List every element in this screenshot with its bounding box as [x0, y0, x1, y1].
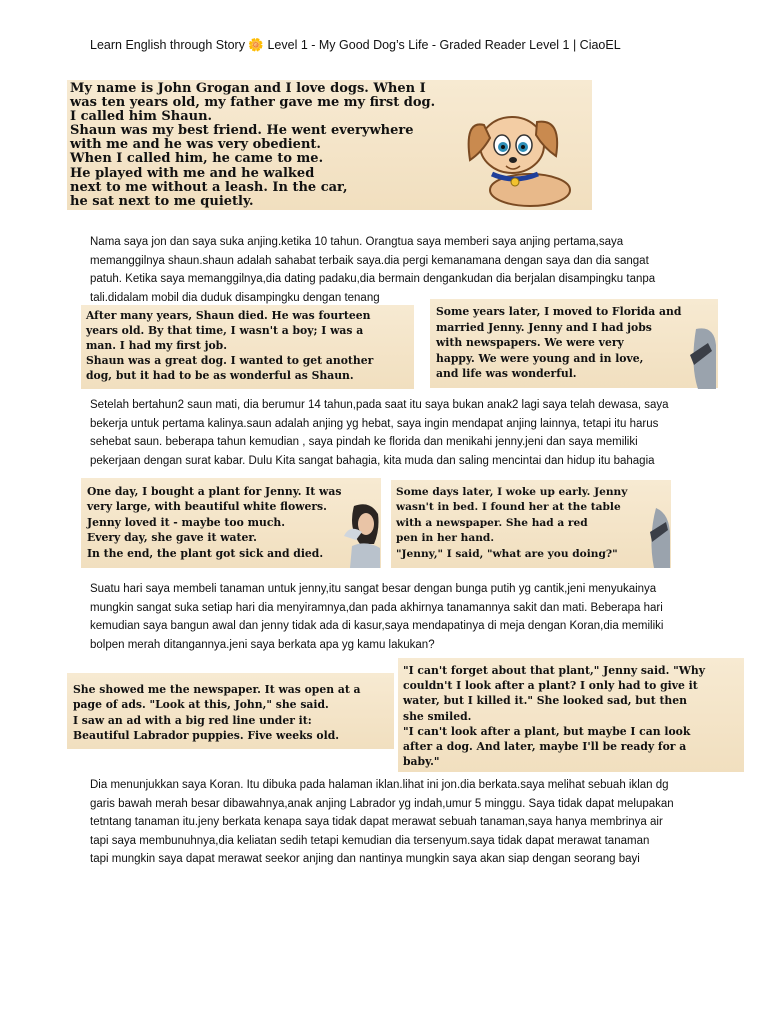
paragraph-line: kemudian saya bangun awal dan jenny tidak ada di kasur,saya mendapatinya di meja dengan Koran,dia memiliki [90, 620, 664, 632]
panel-line: After many years, Shaun died. He was fourteen [86, 309, 371, 322]
panel-line: "I can't forget about that plant," Jenny said. "Why [403, 664, 705, 677]
story-panel-2 [81, 305, 414, 389]
panel-line: "I can't look after a plant, but maybe I can look [403, 724, 691, 738]
translation-paragraph-4 [90, 776, 674, 869]
panel-line: man. I had my first job. [86, 339, 227, 352]
story-panel-7 [398, 658, 744, 772]
panel-line: "Jenny," I said, "what are you doing?" [396, 547, 618, 560]
panel-line: One day, I bought a plant for Jenny. It was [87, 485, 342, 498]
paragraph-line: sehebat saun. beberapa tahun kemudian , saya pindah ke florida dan menikahi jenny.jeni dan saya memiliki [90, 436, 638, 448]
paragraph-line: pekerjaan dengan surat kabar. Dulu Kita sangat bahagia, kita muda dan saling mencintai dan hidup itu bahagia [90, 454, 655, 467]
panel-line: Every day, she gave it water. [87, 531, 257, 545]
panel-line: When I called him, he came to me. [70, 151, 324, 167]
panel-line: dog, but it had to be as wonderful as Shaun. [86, 369, 354, 382]
panel-line: water, but I killed it." She looked sad, but then [403, 694, 687, 708]
panel-line: happy. We were young and in love, [436, 351, 644, 365]
story-panel-6 [67, 673, 394, 749]
story-panel-5 [391, 480, 671, 568]
panel-line: pen in her hand. [396, 532, 495, 545]
panel-line: In the end, the plant got sick and died. [87, 546, 324, 560]
panel-line: she smiled. [403, 709, 472, 723]
panel-line: next to me without a leash. In the car, [70, 179, 348, 195]
panel-line: with me and he was very obedient. [70, 137, 321, 153]
panel-line: Beautiful Labrador puppies. Five weeks old. [73, 729, 339, 743]
paragraph-line: patuh. Ketika saya memanggilnya,dia dating padaku,dia bermain dengankudan dia berjalan disampingku tanpa [90, 273, 656, 285]
panel-line: He played with me and he walked [70, 165, 315, 181]
paragraph-line: mungkin sangat suka setiap hari dia menyiramnya,dan pada akhirnya tanamannya sakit dan mati. Beberapa hari [90, 601, 663, 614]
panel-line: after a dog. And later, maybe I'll be ready for a [403, 740, 687, 754]
panel-line: Shaun was my best friend. He went everywhere [70, 123, 414, 139]
panel-line: years old. By that time, I wasn't a boy; I was a [86, 324, 364, 337]
woman-illustration [340, 500, 381, 568]
panel-line: Some days later, I woke up early. Jenny [396, 486, 628, 498]
story-panel-4 [81, 478, 381, 568]
panel-line: and life was wonderful. [436, 367, 577, 380]
paragraph-line: garis bawah merah besar dibawahnya,anak anjing Labrador yg indah,umur 5 minggu. Saya tidak dapat melupakan [90, 797, 674, 810]
paragraph-line: Dia menunjukkan saya Koran. Itu dibuka pada halaman iklan.lihat ini jon.dia berkata.saya melihat sebuah iklan dg [90, 779, 669, 791]
panel-line: very large, with beautiful white flowers. [87, 500, 327, 514]
panel-line: My name is John Grogan and I love dogs. When I [70, 81, 426, 96]
panel-line: with newspapers. We were very [436, 336, 624, 349]
paragraph-line: Nama saya jon dan saya suka anjing.ketika 10 tahun. Orangtua saya memberi saya anjing pertama,saya [90, 236, 624, 248]
dog-illustration [452, 90, 582, 210]
panel-line: I saw an ad with a big red line under it: [73, 713, 312, 727]
paragraph-line: Setelah bertahun2 saun mati, dia berumur 14 tahun,pada saat itu saya bukan anak2 lagi saya telah dewasa, saya [90, 399, 669, 411]
panel-line: Some years later, I moved to Florida and [436, 305, 682, 318]
paragraph-line: memanggilnya shaun.shaun adalah sahabat terbaik saya.dia pergi kemanamana dengan saya dan dia sangat [90, 254, 649, 267]
panel-line: with a newspaper. She had a red [396, 516, 588, 529]
panel-line: couldn't I look after a plant? I only had to give it [403, 679, 698, 693]
translation-paragraph-3 [90, 580, 663, 654]
panel-line: I called him Shaun. [70, 109, 213, 125]
story-panel-3 [430, 299, 718, 388]
paragraph-line: tali.didalam mobil dia duduk disampingku dengan tenang [90, 291, 380, 304]
panel-line: Shaun was a great dog. I wanted to get another [86, 354, 374, 367]
document-title: Learn English through Story 🌼 Level 1 - My Good Dog’s Life - Graded Reader Level 1 | CiaoEL [90, 38, 621, 52]
figure-illustration [648, 508, 671, 568]
translation-paragraph-1 [90, 233, 655, 307]
figure-illustration [686, 325, 718, 389]
panel-line: Jenny loved it - maybe too much. [87, 515, 286, 529]
panel-line: he sat next to me quietly. [70, 193, 254, 209]
panel-line: page of ads. "Look at this, John," she said. [73, 698, 329, 712]
paragraph-line: bolpen merah ditangannya.jeni saya berkata apa yg kamu lakukan? [90, 638, 435, 651]
paragraph-line: tapi saya membunuhnya,dia keliatan sedih tetapi kemudian dia tersenyum.saya tidak dapat merawat tanaman [90, 834, 650, 847]
translation-paragraph-2 [90, 396, 669, 470]
panel-line: baby." [403, 755, 440, 769]
panel-line: She showed me the newspaper. It was open at a [73, 683, 361, 696]
panel-line: was ten years old, my father gave me my first dog. [70, 95, 436, 111]
paragraph-line: tapi mungkin saya dapat merawat seekor anjing dan nantinya mungkin saya akan siap dengan seorang bayi [90, 853, 640, 865]
paragraph-line: Suatu hari saya membeli tanaman untuk jenny,itu sangat besar dengan bunga putih yg cantik,jeni menyukainya [90, 583, 657, 595]
panel-line: wasn't in bed. I found her at the table [396, 501, 621, 514]
paragraph-line: bekerja untuk pertama kalinya.saun adalah anjing yg hebat, saya ingin mendapat anjing lainnya, tetapi itu harus [90, 417, 659, 430]
panel-line: married Jenny. Jenny and I had jobs [436, 320, 652, 334]
paragraph-line: tetntang tanaman itu.jeny berkata kenapa saya tidak dapat merawat sebuah tanaman,saya hanya membrinya air [90, 816, 663, 828]
